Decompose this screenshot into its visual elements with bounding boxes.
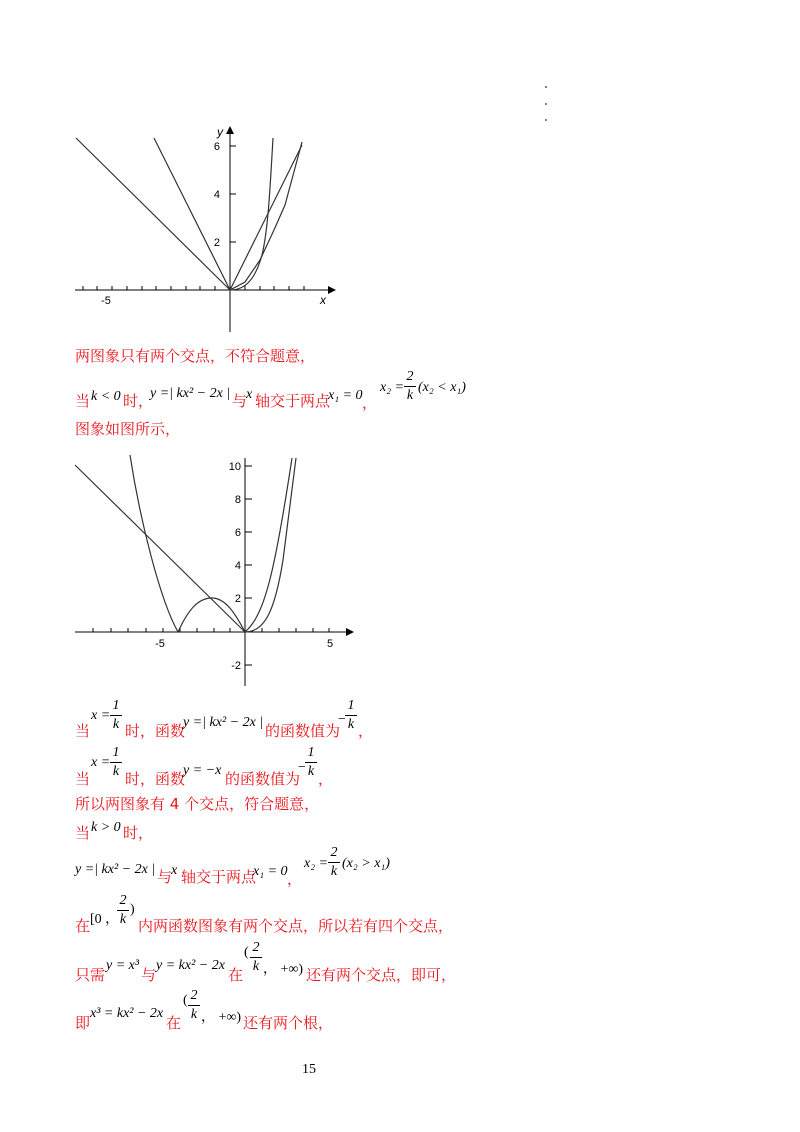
decor-dot xyxy=(545,119,547,121)
text-function: 时，函数 xyxy=(125,722,186,740)
text-yu: 与 xyxy=(157,868,173,886)
graph-2-ytick: 8 xyxy=(234,494,241,506)
text-value: 的函数值为 xyxy=(265,722,341,740)
text-when: 当 xyxy=(75,824,91,842)
graph-1-cubic-curve xyxy=(230,138,273,290)
math-minus: − xyxy=(297,760,307,775)
text-when: 当 xyxy=(75,722,91,740)
math-interval-end: ， +∞) xyxy=(263,962,304,977)
text-when: 当 xyxy=(75,392,91,410)
graph-1-ytick: 6 xyxy=(213,141,220,153)
text-zai: 在 xyxy=(228,966,244,984)
math-y-abs: y =| kx² − 2x | xyxy=(150,386,231,401)
math-x2-lt-x1: (x₂ < x₁) xyxy=(418,380,466,395)
frac-num: 2 xyxy=(190,988,198,1003)
graph-1 xyxy=(70,120,340,340)
graph-1-abs-curve xyxy=(154,138,302,290)
text-axis-points: 轴交于两点 xyxy=(181,868,257,886)
frac-den: k xyxy=(112,764,120,779)
math-k-lt-0: k < 0 xyxy=(91,389,121,404)
graph-1-x-arrow xyxy=(328,286,336,294)
math-frac-1-k xyxy=(345,698,357,733)
math-y-kx2: y = kx² − 2x xyxy=(156,958,225,973)
frac-den: k xyxy=(190,1007,198,1022)
text-line-3: 图象如图所示， xyxy=(75,420,181,438)
text-value: 的函数值为 xyxy=(225,770,301,788)
math-x-eq: x = xyxy=(91,708,111,723)
text-shi: 时， xyxy=(123,392,154,410)
text-line-11: 还有两个根， xyxy=(243,1014,334,1032)
text-yu: 与 xyxy=(232,392,248,410)
math-frac-2-k xyxy=(328,845,340,880)
graph-1-x-label: x xyxy=(320,293,326,307)
math-x2-eq: x₂ = xyxy=(380,380,405,395)
frac-den: k xyxy=(112,717,120,732)
math-x1-0: x₁ = 0 xyxy=(328,388,363,403)
graph-2-x-arrow xyxy=(346,628,354,636)
math-cubic-eq: x³ = kx² − 2x xyxy=(90,1006,164,1021)
page-number: 15 xyxy=(302,1062,316,1077)
math-y-x3: y = x³ xyxy=(106,958,140,973)
text-line-10: 还有两个交点，即可， xyxy=(306,966,457,984)
math-paren-open: ( xyxy=(244,945,249,960)
math-frac-1-k xyxy=(110,698,122,733)
math-minus: − xyxy=(337,712,347,727)
math-x2-gt-x1: (x₂ > x₁) xyxy=(342,856,390,871)
frac-num: 2 xyxy=(119,893,127,908)
graph-1-ytick: 4 xyxy=(213,189,220,201)
frac-den: k xyxy=(347,717,355,732)
math-interval-start: [0 ， xyxy=(90,912,120,927)
frac-num: 1 xyxy=(307,745,315,760)
frac-num: 1 xyxy=(347,698,355,713)
math-paren-open: ( xyxy=(183,993,188,1008)
text-zai: 在 xyxy=(166,1014,182,1032)
graph-2-ytick: -2 xyxy=(231,660,241,672)
text-axis-points: 轴交于两点 xyxy=(255,392,331,410)
frac-num: 1 xyxy=(112,745,120,760)
math-x1-0: x₁ = 0 xyxy=(253,864,288,879)
math-frac-2-k xyxy=(250,940,262,975)
graph-2-parabola-left xyxy=(130,455,178,632)
text-comma: ， xyxy=(358,722,374,740)
text-zai: 在 xyxy=(75,917,91,935)
text-ji: 即 xyxy=(75,1014,91,1032)
math-x2-eq: x₂ = xyxy=(304,856,329,871)
graph-2-xtick: 5 xyxy=(326,638,334,650)
math-x: x xyxy=(171,863,178,878)
graph-2-ytick: 4 xyxy=(234,560,241,572)
text-line-6: 所以两图象有 4 个交点，符合题意， xyxy=(75,795,320,813)
frac-den: k xyxy=(406,388,414,403)
math-paren-close: ) xyxy=(130,902,135,917)
frac-den: k xyxy=(119,912,127,927)
graph-2-ytick: 6 xyxy=(234,527,241,539)
graph-2-xtick: -5 xyxy=(155,638,165,650)
text-line-1: 两图象只有两个交点，不符合题意， xyxy=(75,347,316,365)
text-only-need: 只需 xyxy=(75,966,106,984)
text-when: 当 xyxy=(75,770,91,788)
math-y-abs: y =| kx² − 2x | xyxy=(183,715,264,730)
text-function: 时，函数 xyxy=(125,770,186,788)
graph-1-y-arrow xyxy=(226,126,234,134)
frac-num: 2 xyxy=(330,845,338,860)
graph-2-ytick: 2 xyxy=(234,593,241,605)
graph-1-ytick: 2 xyxy=(213,237,220,249)
text-comma: ， xyxy=(318,770,334,788)
frac-den: k xyxy=(307,764,315,779)
graph-1-line-right xyxy=(230,145,302,290)
frac-num: 2 xyxy=(252,940,260,955)
frac-num: 1 xyxy=(112,698,120,713)
math-frac-1-k xyxy=(305,745,317,780)
math-y-abs: y =| kx² − 2x | xyxy=(75,862,156,877)
decor-dot xyxy=(545,103,547,105)
math-x: x xyxy=(246,387,253,402)
math-frac-2-k xyxy=(188,988,200,1023)
text-comma: ， xyxy=(287,870,303,888)
graph-2 xyxy=(70,450,360,690)
frac-den: k xyxy=(330,864,338,879)
graph-1-y-label: y xyxy=(217,125,223,139)
graph-2-line xyxy=(75,465,245,632)
text-comma: ， xyxy=(362,394,378,412)
graph-1-line-left xyxy=(76,138,230,290)
math-x-eq: x = xyxy=(91,755,111,770)
math-frac-2-k xyxy=(117,893,129,928)
decor-dot xyxy=(545,86,547,88)
frac-num: 2 xyxy=(406,369,414,384)
graph-2-ytick: 10 xyxy=(228,461,241,473)
frac-den: k xyxy=(252,959,260,974)
math-interval-end: ， +∞) xyxy=(201,1010,242,1025)
text-yu: 与 xyxy=(141,966,157,984)
graph-1-xtick: -5 xyxy=(101,295,111,307)
math-frac-2-k xyxy=(404,369,416,404)
text-line-9: 内两函数图象有两个交点，所以若有四个交点， xyxy=(138,917,454,935)
math-frac-1-k xyxy=(110,745,122,780)
math-k-gt-0: k > 0 xyxy=(91,820,121,835)
math-y-neg-x: y = −x xyxy=(183,763,222,778)
text-shi: 时， xyxy=(123,824,154,842)
